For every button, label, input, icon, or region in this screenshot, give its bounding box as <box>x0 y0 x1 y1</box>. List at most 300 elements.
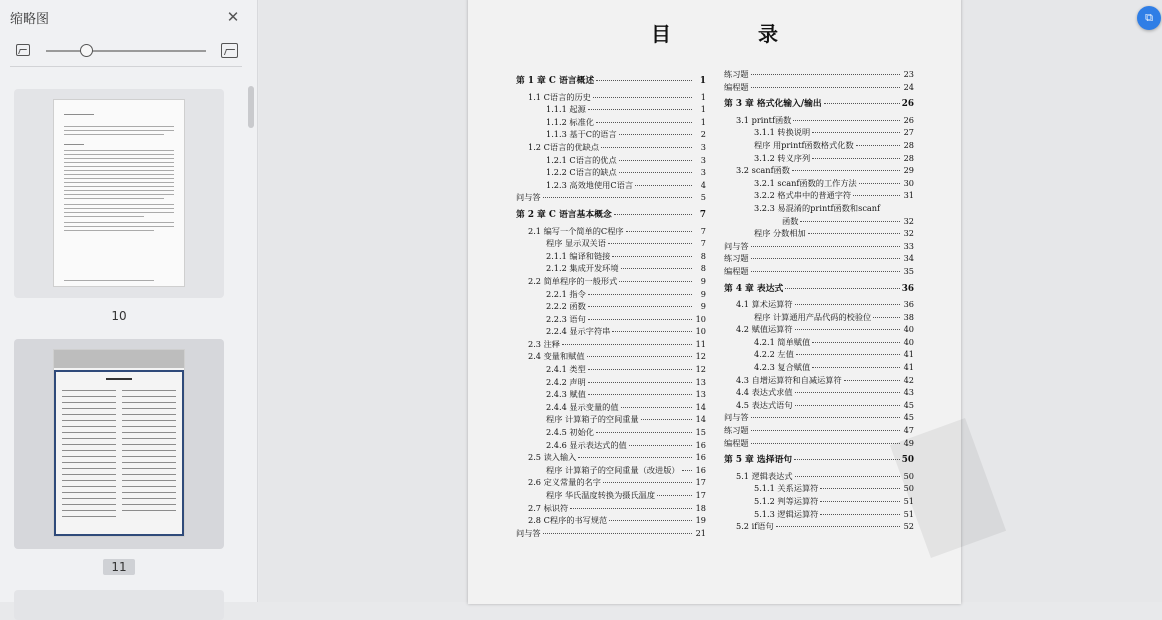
toc-page-number: 17 <box>695 490 706 500</box>
toc-entry <box>724 68 914 81</box>
toc-entry <box>516 262 706 275</box>
toc-entry <box>516 103 706 116</box>
toc-entry <box>516 91 706 104</box>
thumbnail-zoom-control <box>10 40 242 64</box>
toc-leader-dots <box>608 243 692 244</box>
toc-leader-dots <box>682 470 692 471</box>
toc-leader-dots <box>795 405 900 406</box>
toc-page-number: 1 <box>700 104 706 115</box>
toc-entry <box>516 514 706 527</box>
toc-entry <box>516 426 706 439</box>
toc-leader-dots <box>800 221 900 222</box>
toc-entry <box>516 300 706 313</box>
toc-leader-dots <box>543 197 692 198</box>
toc-entry <box>724 139 914 152</box>
toc-leader-dots <box>751 417 900 418</box>
toc-leader-dots <box>820 488 900 489</box>
toc-leader-dots <box>626 231 692 232</box>
toc-entry-title: 2.4.5 初始化 <box>546 427 594 438</box>
toc-entry-title: 2.4.4 显示变量的值 <box>546 401 619 412</box>
toc-entry-title: 1.1 C语言的历史 <box>528 91 591 102</box>
toc-leader-dots <box>641 419 692 420</box>
toc-leader-dots <box>614 214 692 215</box>
toc-entry <box>724 152 914 165</box>
toc-page-number: 8 <box>700 263 706 274</box>
toc-leader-dots <box>578 457 692 458</box>
toc-entry <box>516 527 706 540</box>
toc-page-number: 51 <box>903 496 914 506</box>
toc-leader-dots <box>588 109 692 110</box>
toc-leader-dots <box>588 319 692 320</box>
toc-left-column <box>516 70 706 539</box>
toc-entry-title: 问与答 <box>724 240 749 251</box>
toc-page-number: 21 <box>695 527 706 538</box>
toc-page-number: 52 <box>903 521 914 532</box>
toc-entry <box>724 81 914 94</box>
toc-page-number: 1 <box>700 116 706 127</box>
toc-leader-dots <box>795 304 900 305</box>
toc-entry <box>724 114 914 127</box>
toc-page-number: 1 <box>699 76 706 86</box>
toc-entry <box>724 189 914 202</box>
toc-page-number: 10 <box>695 326 706 337</box>
toc-leader-dots <box>751 74 900 75</box>
toc-entry-title: 练习题 <box>724 253 749 264</box>
toc-leader-dots <box>820 501 900 502</box>
toc-entry-title: 5.1.2 判等运算符 <box>754 496 819 506</box>
zoom-slider-track[interactable] <box>46 50 206 52</box>
toc-page-number: 41 <box>903 362 914 373</box>
toc-leader-dots <box>751 258 900 259</box>
toc-page-number: 16 <box>695 464 706 475</box>
toc-entry-title: 编程题 <box>724 81 749 92</box>
toc-page-number: 33 <box>903 240 914 251</box>
toc-page-number: 13 <box>695 389 706 400</box>
toc-page-number: 13 <box>695 376 706 387</box>
toc-entry <box>724 399 914 412</box>
toc-entry-title: 2.2.4 显示字符串 <box>546 326 611 337</box>
toc-page-number: 35 <box>903 265 914 276</box>
toc-page-number: 3 <box>700 141 706 152</box>
toc-entry <box>724 495 914 508</box>
toc-leader-dots <box>776 526 900 527</box>
toc-entry-title: 程序 计算箱子的空间重量 <box>546 414 639 425</box>
toc-entry <box>516 191 706 204</box>
toc-entry-title: 2.3 注释 <box>528 338 560 349</box>
toc-leader-dots <box>795 392 900 393</box>
toc-leader-dots <box>795 329 900 330</box>
page-title: 目 录 <box>651 22 818 46</box>
toc-entry <box>516 237 706 250</box>
toc-entry <box>516 439 706 452</box>
toc-entry-title: 程序 计算通用产品代码的校验位 <box>754 311 872 322</box>
toc-page-number: 30 <box>903 177 914 188</box>
toc-entry-title: 问与答 <box>724 412 749 423</box>
toc-entry-title: 1.1.1 起源 <box>546 104 586 115</box>
toc-page-number: 10 <box>695 313 706 324</box>
toc-entry-title: 3.1.2 转义序列 <box>754 152 811 163</box>
toc-leader-dots <box>619 172 692 173</box>
toc-leader-dots <box>792 170 900 171</box>
toc-leader-dots <box>601 147 692 148</box>
toc-page-number: 11 <box>695 338 706 349</box>
toc-entry-title: 3.2.1 scanf函数的工作方法 <box>754 177 857 188</box>
toc-entry <box>724 177 914 190</box>
thumbnail-page-10[interactable] <box>14 89 224 298</box>
toc-entry <box>724 437 914 450</box>
toc-entry <box>516 350 706 363</box>
toc-page-number: 23 <box>903 69 914 79</box>
pip-icon[interactable]: ⧉ <box>1137 6 1161 30</box>
toc-entry <box>516 128 706 141</box>
toc-entry-title: 1.2.1 C语言的优点 <box>546 154 617 165</box>
toc-entry-title: 4.5 表达式语句 <box>736 399 793 410</box>
toc-entry <box>516 401 706 414</box>
toc-entry-title: 4.2 赋值运算符 <box>736 324 793 335</box>
toc-page-number: 7 <box>699 209 706 220</box>
toc-entry-title: 2.2.2 函数 <box>546 301 586 312</box>
toc-page-number: 49 <box>903 437 914 448</box>
toc-leader-dots <box>812 158 900 159</box>
toc-entry <box>516 388 706 401</box>
toc-entry-title: 2.4.3 赋值 <box>546 389 586 400</box>
toc-entry-title: 2.4.6 显示表达式的值 <box>546 439 627 450</box>
toc-leader-dots <box>812 342 900 343</box>
toc-entry <box>724 265 914 278</box>
toc-entry <box>724 298 914 311</box>
toc-entry <box>516 363 706 376</box>
toc-entry-title: 5.1.3 逻辑运算符 <box>754 508 819 519</box>
toc-page-number: 31 <box>903 190 914 201</box>
toc-entry <box>516 489 706 502</box>
toc-leader-dots <box>593 97 692 98</box>
toc-page-number: 5 <box>700 192 706 203</box>
toc-entry <box>516 179 706 192</box>
toc-entry <box>516 288 706 301</box>
toc-page-number: 4 <box>700 179 706 190</box>
toc-entry-title: 问与答 <box>516 527 541 538</box>
divider <box>10 66 242 67</box>
toc-page-number: 27 <box>903 127 914 138</box>
toc-page-number: 8 <box>700 250 706 261</box>
toc-entry <box>724 386 914 399</box>
thumbnail-page-number: 11 <box>0 559 238 575</box>
toc-leader-dots <box>635 185 692 186</box>
toc-leader-dots <box>612 331 692 332</box>
toc-page-number: 12 <box>695 351 706 362</box>
toc-entry-title: 2.7 标识符 <box>528 502 569 513</box>
toc-entry-title: 4.4 表达式求值 <box>736 387 793 398</box>
toc-entry-title: 程序 华氏温度转换为摄氏温度 <box>546 490 656 500</box>
toc-leader-dots <box>795 476 900 477</box>
toc-page-number: 51 <box>903 508 914 519</box>
toc-page-number: 26 <box>903 114 914 125</box>
toc-entry <box>724 482 914 495</box>
toc-page-number: 45 <box>903 399 914 410</box>
toc-entry-title: 2.2.3 语句 <box>546 313 586 324</box>
image-large-icon[interactable] <box>221 43 238 58</box>
toc-entry-title: 1.1.3 基于C的语言 <box>546 129 617 140</box>
toc-leader-dots <box>751 87 900 88</box>
toc-entry <box>724 252 914 265</box>
toc-entry <box>724 240 914 253</box>
toc-leader-dots <box>596 432 692 433</box>
toc-page-number: 18 <box>695 502 706 513</box>
toc-entry <box>724 336 914 349</box>
thumbnail-sidebar <box>0 0 258 602</box>
toc-entry <box>516 464 706 477</box>
toc-leader-dots <box>619 134 692 135</box>
toc-leader-dots <box>785 288 899 289</box>
toc-entry-title: 2.1.2 集成开发环境 <box>546 263 619 274</box>
toc-leader-dots <box>596 122 692 123</box>
toc-page-number: 9 <box>700 301 706 312</box>
thumbnail-page-number: 10 <box>111 309 127 323</box>
toc-page-number: 16 <box>695 439 706 450</box>
toc-leader-dots <box>808 233 900 234</box>
toc-leader-dots <box>844 380 900 381</box>
toc-chapter-entry <box>724 98 914 111</box>
toc-entry <box>724 202 914 215</box>
toc-entry-title: 3.2 scanf函数 <box>736 165 790 176</box>
toc-entry-title: 5.2 if语句 <box>736 521 774 532</box>
toc-page-number: 14 <box>695 401 706 412</box>
toc-leader-dots <box>751 271 900 272</box>
toc-leader-dots <box>621 407 692 408</box>
toc-leader-dots <box>820 514 900 515</box>
toc-leader-dots <box>812 367 900 368</box>
toc-entry-title: 4.2.1 简单赋值 <box>754 336 811 347</box>
toc-leader-dots <box>824 103 900 104</box>
toc-page-number: 34 <box>903 253 914 264</box>
toc-entry <box>516 116 706 129</box>
close-icon[interactable]: ✕ <box>226 8 240 26</box>
toc-page-number: 26 <box>901 99 914 110</box>
toc-entry <box>724 311 914 324</box>
toc-entry <box>516 338 706 351</box>
toc-entry-title: 程序 显示双关语 <box>546 238 606 249</box>
document-page <box>468 0 961 604</box>
toc-leader-dots <box>612 256 692 257</box>
thumbnail-page-12[interactable] <box>14 590 224 620</box>
toc-entry <box>516 476 706 489</box>
toc-page-number: 28 <box>903 152 914 163</box>
toc-entry <box>516 141 706 154</box>
toc-chapter-entry <box>516 209 706 222</box>
toc-entry <box>724 470 914 483</box>
toc-entry-title: 第 2 章 C 语言基本概念 <box>516 209 612 220</box>
toc-entry-title: 5.1.1 关系运算符 <box>754 483 819 494</box>
toc-entry-title: 3.2.2 格式串中的普通字符 <box>754 190 852 201</box>
toc-chapter-entry <box>516 75 706 88</box>
thumbnail-page-11[interactable] <box>14 339 224 549</box>
toc-page-number: 50 <box>903 470 914 481</box>
toc-entry <box>516 154 706 167</box>
thumbnail-image <box>53 99 185 287</box>
toc-entry <box>516 376 706 389</box>
toc-leader-dots <box>751 430 900 431</box>
toc-leader-dots <box>853 195 900 196</box>
toc-entry <box>516 250 706 263</box>
toc-page-number: 9 <box>700 288 706 299</box>
toc-page-number: 9 <box>700 275 706 286</box>
toc-leader-dots <box>588 394 692 395</box>
toc-entry-title: 问与答 <box>516 192 541 203</box>
toc-page-number: 2 <box>700 129 706 140</box>
toc-leader-dots <box>873 317 900 318</box>
toc-chapter-entry <box>724 454 914 467</box>
toc-leader-dots <box>751 246 900 247</box>
toc-page-number: 50 <box>903 483 914 494</box>
toc-page-number: 50 <box>901 455 914 466</box>
toc-entry <box>516 313 706 326</box>
toc-entry <box>724 164 914 177</box>
toc-right-column <box>724 68 914 533</box>
toc-entry <box>516 502 706 515</box>
image-small-icon[interactable] <box>16 44 30 56</box>
toc-entry-title: 1.2 C语言的优缺点 <box>528 141 600 152</box>
toc-entry <box>724 126 914 139</box>
toc-leader-dots <box>619 160 692 161</box>
toc-entry-title: 3.2.3 易混淆的printf函数和scanf <box>754 202 881 213</box>
toc-entry-title: 2.1.1 编译和链接 <box>546 250 611 261</box>
toc-entry-title: 3.1.1 转换说明 <box>754 127 811 138</box>
toc-page-number: 32 <box>903 215 914 226</box>
toc-page-number: 45 <box>903 412 914 423</box>
toc-leader-dots <box>619 281 692 282</box>
toc-page-number: 42 <box>903 374 914 385</box>
toc-entry-title: 程序 用printf函数格式化数 <box>754 139 854 150</box>
toc-entry-title: 1.2.2 C语言的缺点 <box>546 167 617 178</box>
toc-leader-dots <box>596 80 692 81</box>
toc-entry <box>724 323 914 336</box>
toc-leader-dots <box>609 520 692 521</box>
toc-leader-dots <box>543 533 692 534</box>
toc-page-number: 7 <box>700 225 706 236</box>
toc-page-number: 16 <box>695 452 706 463</box>
toc-leader-dots <box>859 183 900 184</box>
toc-entry-title: 2.2.1 指令 <box>546 288 586 299</box>
toc-entry-title: 2.5 读入输入 <box>528 452 577 463</box>
toc-leader-dots <box>587 356 692 357</box>
thumbnail-image <box>53 349 185 537</box>
toc-leader-dots <box>570 508 692 509</box>
toc-entry-title: 4.1 算术运算符 <box>736 299 793 310</box>
toc-entry-title: 4.3 自增运算符和自减运算符 <box>736 374 842 385</box>
toc-page-number: 36 <box>901 283 914 294</box>
toc-page-number: 14 <box>695 414 706 425</box>
document-viewer <box>259 0 1162 602</box>
toc-entry-title: 2.8 C程序的书写规范 <box>528 515 608 526</box>
toc-page-number: 7 <box>700 238 706 249</box>
toc-entry-title: 2.2 简单程序的一般形式 <box>528 275 618 286</box>
zoom-slider-handle[interactable] <box>80 44 93 57</box>
toc-entry <box>724 411 914 424</box>
toc-entry <box>724 374 914 387</box>
sidebar-title: 缩略图 <box>10 12 50 27</box>
toc-page-number: 24 <box>903 81 914 92</box>
toc-page-number: 38 <box>903 311 914 322</box>
toc-page-number: 40 <box>903 336 914 347</box>
toc-entry-title: 编程题 <box>724 265 749 276</box>
toc-leader-dots <box>588 382 692 383</box>
toc-leader-dots <box>657 495 692 496</box>
toc-entry-title: 2.4.2 声明 <box>546 376 586 387</box>
toc-entry-title: 练习题 <box>724 69 749 79</box>
toc-leader-dots <box>794 459 900 460</box>
toc-entry-title: 2.6 定义常量的名字 <box>528 477 601 488</box>
sidebar-scrollbar[interactable] <box>248 86 254 128</box>
toc-leader-dots <box>796 354 900 355</box>
toc-entry-title: 4.2.3 复合赋值 <box>754 362 811 373</box>
toc-page-number: 32 <box>903 228 914 239</box>
toc-page-number: 43 <box>903 387 914 398</box>
toc-entry <box>516 325 706 338</box>
toc-page-number: 47 <box>903 425 914 436</box>
toc-entry <box>724 508 914 521</box>
toc-page-number: 40 <box>903 324 914 335</box>
toc-entry-title: 函数 <box>782 215 799 226</box>
toc-page-number: 29 <box>903 165 914 176</box>
toc-page-number: 3 <box>700 167 706 178</box>
toc-leader-dots <box>856 145 900 146</box>
toc-entry <box>516 166 706 179</box>
toc-entry-title: 3.1 printf函数 <box>736 114 792 125</box>
toc-entry-title: 5.1 逻辑表达式 <box>736 470 793 481</box>
toc-entry-title: 1.2.3 高效地使用C语言 <box>546 179 634 190</box>
toc-page-number: 1 <box>700 91 706 102</box>
toc-page-number: 17 <box>695 477 706 488</box>
toc-leader-dots <box>629 445 692 446</box>
toc-leader-dots <box>793 120 900 121</box>
toc-page-number: 19 <box>695 515 706 526</box>
toc-entry <box>516 225 706 238</box>
toc-entry-title: 2.1 编写一个简单的C程序 <box>528 225 624 236</box>
toc-page-number: 15 <box>695 427 706 438</box>
toc-entry <box>724 215 914 228</box>
toc-leader-dots <box>603 482 692 483</box>
toc-leader-dots <box>588 369 692 370</box>
toc-entry <box>516 413 706 426</box>
toc-entry-title: 练习题 <box>724 425 749 436</box>
toc-entry-title: 1.1.2 标准化 <box>546 116 594 127</box>
toc-entry <box>724 361 914 374</box>
toc-entry-title: 程序 计算箱子的空间重量（改进版） <box>546 464 680 475</box>
toc-entry-title: 4.2.2 左值 <box>754 349 794 360</box>
toc-page-number: 3 <box>700 154 706 165</box>
toc-page-number: 12 <box>695 364 706 375</box>
toc-entry-title: 2.4.1 类型 <box>546 364 586 375</box>
toc-entry-title: 2.4 变量和赋值 <box>528 351 585 362</box>
toc-entry <box>724 227 914 240</box>
toc-leader-dots <box>751 443 900 444</box>
toc-entry-title: 编程题 <box>724 437 749 448</box>
toc-entry-title: 第 1 章 C 语言概述 <box>516 76 595 86</box>
toc-page-number: 28 <box>903 139 914 150</box>
toc-entry <box>724 348 914 361</box>
toc-chapter-entry <box>724 283 914 296</box>
toc-entry <box>724 520 914 533</box>
toc-leader-dots <box>588 294 692 295</box>
toc-entry <box>516 275 706 288</box>
toc-leader-dots <box>588 306 692 307</box>
toc-page-number: 36 <box>903 299 914 310</box>
toc-entry <box>724 424 914 437</box>
toc-entry-title: 第 4 章 表达式 <box>724 283 784 294</box>
toc-page-number: 41 <box>903 349 914 360</box>
toc-leader-dots <box>621 268 692 269</box>
toc-leader-dots <box>562 344 692 345</box>
